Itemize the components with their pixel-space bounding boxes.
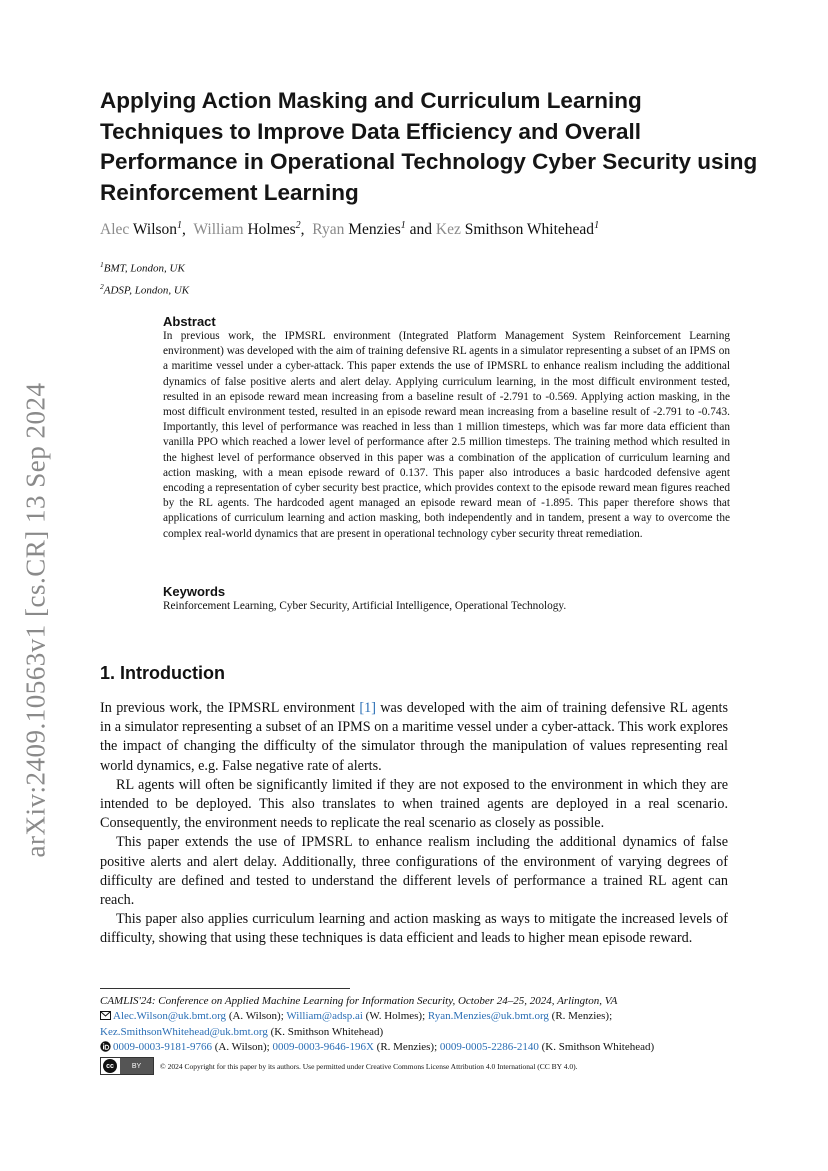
abstract-text: In previous work, the IPMSRL environment (Integrated Platform Management System Reinforcement Learning environment) was developed with the aim of training defensive RL agents in a simulator representing a subset of an IPMS on a maritime vessel under a cyber-attack. This paper extends the use of IPMSRL to enhance realism including the additional dynamics of false positive alerts and alert delay. Applying curriculum learning, in the most difficult environment tested, resulted in an episode reward mean increasing from a baseline result of -2.791 to -0.569. Applying action masking, in the most difficult environment tested, resulted in an episode reward mean increasing from a baseline result of -2.791 to -0.743. Importantly, this level of performance was reached in less than 1 million timesteps, which was far more data efficient than vanilla PPO which reached a lower level of performance after 2.5 million timesteps. The training method which resulted in the highest level of performance observed in this paper was a combination of the application of curriculum learning and action masking, with a mean episode reward of 0.137. This paper also introduces a basic hardcoded defensive agent encoding a representation of cyber security best practice, which provides context to the episode reward mean figures reached by the RL agents. The hardcoded agent managed an episode reward mean of -1.895. This paper therefore shows that applications of curriculum learning and action masking, both independently and in tandem, present a way to overcome the complex real-world dynamics that are present in operational technology cyber security threat remediation.: [163, 330, 730, 540]
paragraph: RL agents will often be significantly limited if they are not exposed to the environment in which they are intended to be deployed. This also translates to when trained agents are deployed in a real scenario. Consequently, the environment needs to replicate the real scenario as closely as possible.: [100, 776, 728, 832]
paragraph: This paper also applies curriculum learning and action masking as ways to mitigate the increased levels of difficulty, showing that using these techniques is data efficient and leads to higher mean episode reward.: [100, 911, 728, 947]
orcid-link[interactable]: 0009-0005-2286-2140: [439, 1040, 539, 1053]
citation-link[interactable]: [1]: [359, 700, 376, 716]
introduction-body: [100, 699, 728, 949]
section-heading-introduction: 1. Introduction: [100, 663, 225, 683]
footnote-divider: [100, 988, 350, 989]
affiliations: [100, 256, 189, 299]
paper-title: Applying Action Masking and Curriculum Learning Techniques to Improve Data Efficiency and Overall Performance in Operational Technology Cyber Security using Reinforcement Learning: [100, 88, 758, 205]
copyright-notice: © 2024 Copyright for this paper by its authors. Use permitted under Creative Commons License Attribution 4.0 International (CC BY 4.0).: [160, 1061, 578, 1071]
affiliation: $^2$ADSP, London, UK: [100, 281, 190, 297]
cc-by-license-icon[interactable]: cc BY: [100, 1057, 154, 1075]
affiliation: $^1$BMT, London, UK: [100, 260, 185, 275]
arxiv-sidebar-stamp: [14, 360, 58, 880]
license-row: [100, 1057, 740, 1075]
keywords-heading: Keywords: [163, 584, 226, 599]
author: Alec Wilson$^1$: [100, 220, 183, 239]
keywords-text: Reinforcement Learning, Cyber Security, Artificial Intelligence, Operational Technology.: [163, 600, 567, 612]
author: William Holmes$^2$: [193, 220, 301, 239]
envelope-icon: [100, 1011, 111, 1021]
orcid-link[interactable]: 0009-0003-9646-196X: [272, 1040, 374, 1053]
orcid-icon: [100, 1041, 111, 1052]
paragraph: In previous work, the IPMSRL environment [1] was developed with the aim of training defensive RL agents in a simulator representing a subset of an IPMS on a maritime vessel under a cyber-attack. This work explores the impact of changing the difficulty of the simulator through the manipulation of values representing real world dynamics, e.g. False negative rate of alerts.: [100, 700, 728, 774]
author: Kez Smithson Whitehead$^1$: [435, 220, 600, 239]
abstract-heading: Abstract: [163, 314, 216, 329]
arxiv-id: arXiv:2409.10563v1 [cs.CR] 13 Sep 2024: [20, 382, 51, 858]
email-link[interactable]: Alec.Wilson@uk.bmt.org: [113, 1010, 227, 1023]
orcid-line: 0009-0003-9181-9766 (A. Wilson); 0009-0003-9646-196X (R. Menzies); 0009-0005-2286-2140 (K. Smithson Whitehead): [100, 1040, 740, 1055]
keywords: [163, 584, 730, 614]
footnotes: [100, 994, 740, 1075]
author: Ryan Menzies$^1$: [312, 220, 406, 239]
abstract: [163, 314, 730, 542]
orcid-link[interactable]: 0009-0003-9181-9766: [113, 1040, 212, 1053]
author-list: Alec Wilson$^1$, William Holmes$^2$, Ryan Menzies$^1$ and Kez Smithson Whitehead$^1$: [100, 220, 600, 239]
conference-note: CAMLIS'24: Conference on Applied Machine Learning for Information Security, October 24–25, 2024, Arlington, VA: [100, 995, 618, 1007]
email-link[interactable]: Kez.SmithsonWhitehead@uk.bmt.org: [100, 1025, 268, 1038]
email-link[interactable]: William@adsp.ai: [286, 1010, 363, 1023]
email-line: Alec.Wilson@uk.bmt.org (A. Wilson); William@adsp.ai (W. Holmes); Ryan.Menzies@uk.bmt.org (R. Menzies); Kez.SmithsonWhitehead@uk.bmt.org (K. Smithson Whitehead): [100, 1010, 613, 1038]
paragraph: This paper extends the use of IPMSRL to enhance realism including the additional dynamics of false positive alerts and alert delay. Additionally, three configurations of the environment of varying degrees of difficulty are defined and tested to understand the different levels of performance a trained RL agent can reach.: [100, 834, 728, 909]
email-link[interactable]: Ryan.Menzies@uk.bmt.org: [427, 1010, 549, 1023]
